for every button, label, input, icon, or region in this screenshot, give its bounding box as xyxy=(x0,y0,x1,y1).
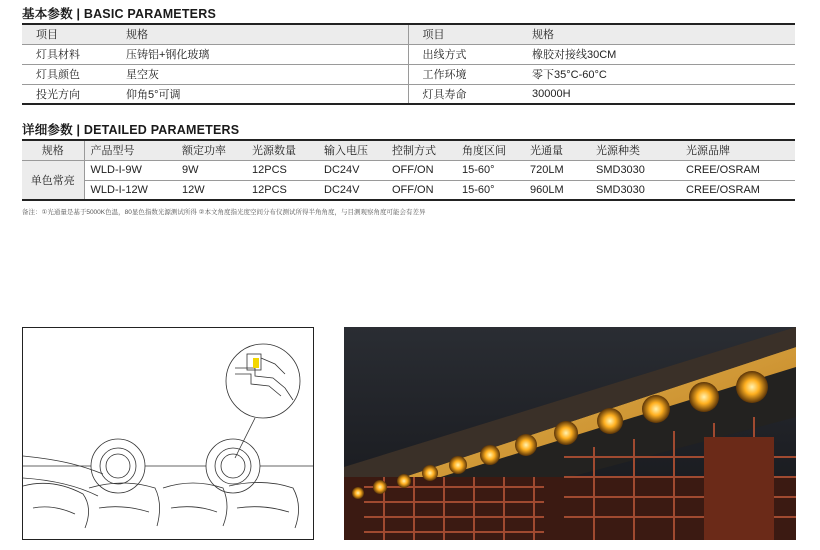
table-cell: 12PCS xyxy=(252,183,287,196)
table-cell: 橡胶对接线30CM xyxy=(532,49,617,61)
header-cell: 输入电压 xyxy=(324,145,368,158)
table-cell: OFF/ON xyxy=(392,183,434,196)
header-cell: 光源品牌 xyxy=(686,145,730,158)
table-cell: CREE/OSRAM xyxy=(686,164,760,176)
table-cell: 灯具颜色 xyxy=(36,69,80,81)
header-cell: 项目 xyxy=(36,29,58,42)
spec-label-cell: 单色常亮 xyxy=(22,160,84,200)
table-cell: 出线方式 xyxy=(408,44,518,64)
table-cell: 星空灰 xyxy=(126,69,159,81)
table-row xyxy=(22,64,795,84)
table-cell: WLD-I-12W xyxy=(90,183,148,196)
header-cell: 规格 xyxy=(126,29,148,42)
table-cell: OFF/ON xyxy=(392,164,434,176)
table-cell: 12PCS xyxy=(252,164,287,176)
table-cell: 15-60° xyxy=(462,164,495,176)
detailed-parameters-table xyxy=(22,139,795,201)
header-cell: 控制方式 xyxy=(392,145,436,158)
table-row xyxy=(22,160,795,180)
installation-photo xyxy=(344,327,796,540)
table-cell: 9W xyxy=(182,164,199,176)
table-row xyxy=(22,84,795,104)
table-cell: 工作环境 xyxy=(408,64,518,84)
photo-drawing xyxy=(344,327,796,540)
table-cell: DC24V xyxy=(324,183,360,196)
header-cell: 规格 xyxy=(532,29,554,42)
detailed-parameters-title: 详细参数 | DETAILED PARAMETERS xyxy=(22,123,240,137)
table-cell: 仰角5°可调 xyxy=(126,88,181,101)
header-cell: 规格 xyxy=(22,140,84,160)
table-cell: 12W xyxy=(182,183,205,196)
header-cell: 产品型号 xyxy=(90,145,135,158)
table-row xyxy=(22,44,795,64)
header-cell: 光源种类 xyxy=(596,145,640,158)
table-header-row xyxy=(22,24,795,44)
table-cell: 720LM xyxy=(530,164,564,176)
header-cell: 光通量 xyxy=(530,145,563,158)
footnote: 备注：①光通量是基于5000K色温，80显色指数光源测试所得 ②本文角度指光度空间分布仪测试所得半角角度，与目测观察角度可能会有差异 xyxy=(22,209,426,216)
table-cell: CREE/OSRAM xyxy=(686,183,760,196)
table-cell: DC24V xyxy=(324,164,360,176)
table-header-row xyxy=(22,140,795,160)
header-cell: 角度区间 xyxy=(462,145,506,158)
table-cell: 投光方向 xyxy=(36,88,80,101)
table-cell: 960LM xyxy=(530,183,564,196)
table-cell: 零下35°C-60°C xyxy=(532,69,607,81)
table-cell: 灯具材料 xyxy=(36,49,80,61)
table-cell: 15-60° xyxy=(462,183,495,196)
table-cell: 压铸铝+钢化玻璃 xyxy=(126,49,210,61)
diagram-drawing xyxy=(23,328,313,539)
table-row xyxy=(22,180,795,200)
header-cell: 项目 xyxy=(408,24,518,44)
table-cell: 30000H xyxy=(532,87,571,100)
basic-parameters-title: 基本参数 | BASIC PARAMETERS xyxy=(22,7,216,21)
table-cell: WLD-I-9W xyxy=(90,164,142,176)
table-cell: SMD3030 xyxy=(596,164,645,176)
header-cell: 光源数量 xyxy=(252,145,296,158)
installation-diagram xyxy=(22,327,314,540)
basic-parameters-table xyxy=(22,23,795,105)
table-cell: SMD3030 xyxy=(596,183,645,196)
table-cell: 灯具寿命 xyxy=(408,84,518,104)
header-cell: 额定功率 xyxy=(182,145,226,158)
